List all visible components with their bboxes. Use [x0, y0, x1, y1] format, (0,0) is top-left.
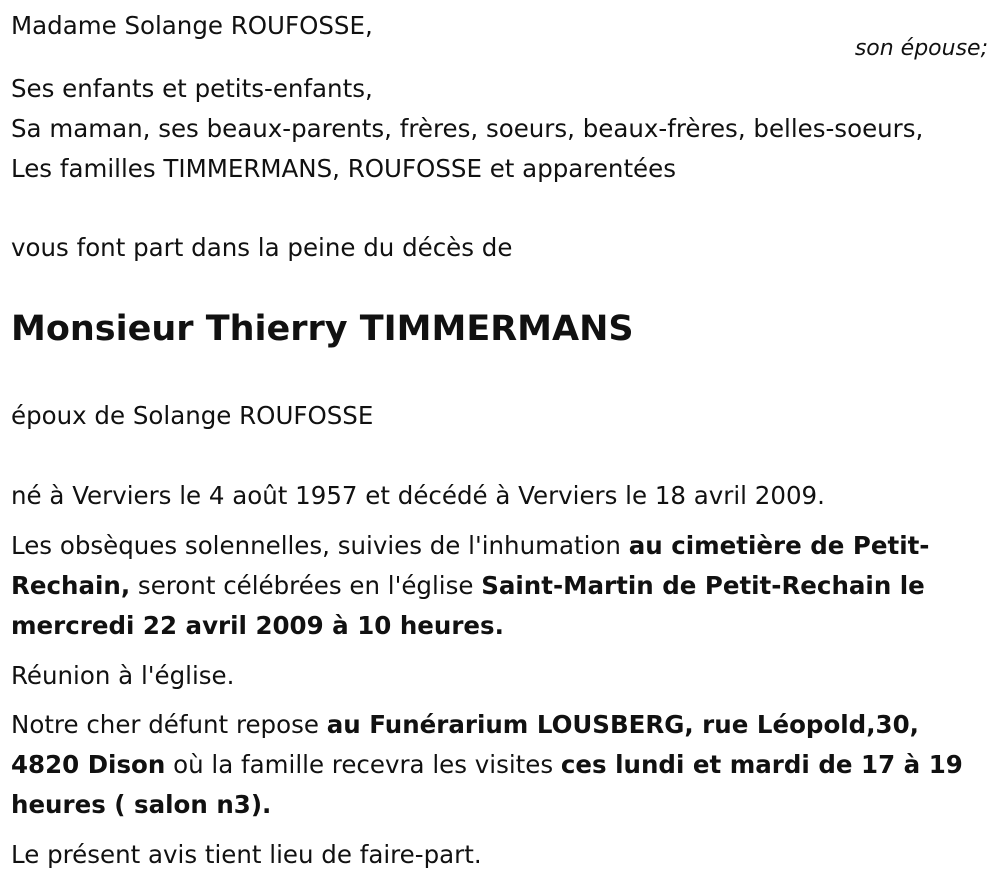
family-line-families: Les familles TIMMERMANS, ROUFOSSE et apparentées: [11, 154, 676, 183]
family-line-children: Ses enfants et petits-enfants,: [11, 74, 373, 103]
wife-name-line: Madame Solange ROUFOSSE,: [11, 11, 373, 40]
spouse-line: époux de Solange ROUFOSSE: [11, 401, 374, 430]
funeral-church-date: Saint-Martin de Petit-Rechain le mercredi 22 avril 2009 à 10 heures.: [11, 571, 925, 640]
rest-text-1: Notre cher défunt repose: [11, 710, 327, 739]
family-line-relatives: Sa maman, ses beaux-parents, frères, soeurs, beaux-frères, belles-soeurs,: [11, 114, 924, 143]
funeral-paragraph: [11, 526, 986, 646]
announcement-text: vous font part dans la peine du décès de: [11, 233, 513, 262]
meeting-line: Réunion à l'église.: [11, 661, 235, 690]
funeral-location: au cimetière de Petit-Rechain,: [11, 531, 930, 600]
birth-death-line: né à Verviers le 4 août 1957 et décédé à Verviers le 18 avril 2009.: [11, 481, 825, 510]
rest-text-2: où la famille recevra les visites: [165, 750, 561, 779]
visiting-hours: ces lundi et mardi de 17 à 19 heures ( salon n3).: [11, 750, 963, 819]
funeral-text-2: seront célébrées en l'église: [130, 571, 482, 600]
closing-line: Le présent avis tient lieu de faire-part.: [11, 840, 482, 869]
wife-role: son épouse;: [854, 36, 988, 61]
funeral-text-1: Les obsèques solennelles, suivies de l'inhumation: [11, 531, 629, 560]
rest-paragraph: [11, 705, 986, 825]
deceased-name: Monsieur Thierry TIMMERMANS: [11, 309, 634, 349]
funeral-home-address: au Funérarium LOUSBERG, rue Léopold,30, 4820 Dison: [11, 710, 919, 779]
